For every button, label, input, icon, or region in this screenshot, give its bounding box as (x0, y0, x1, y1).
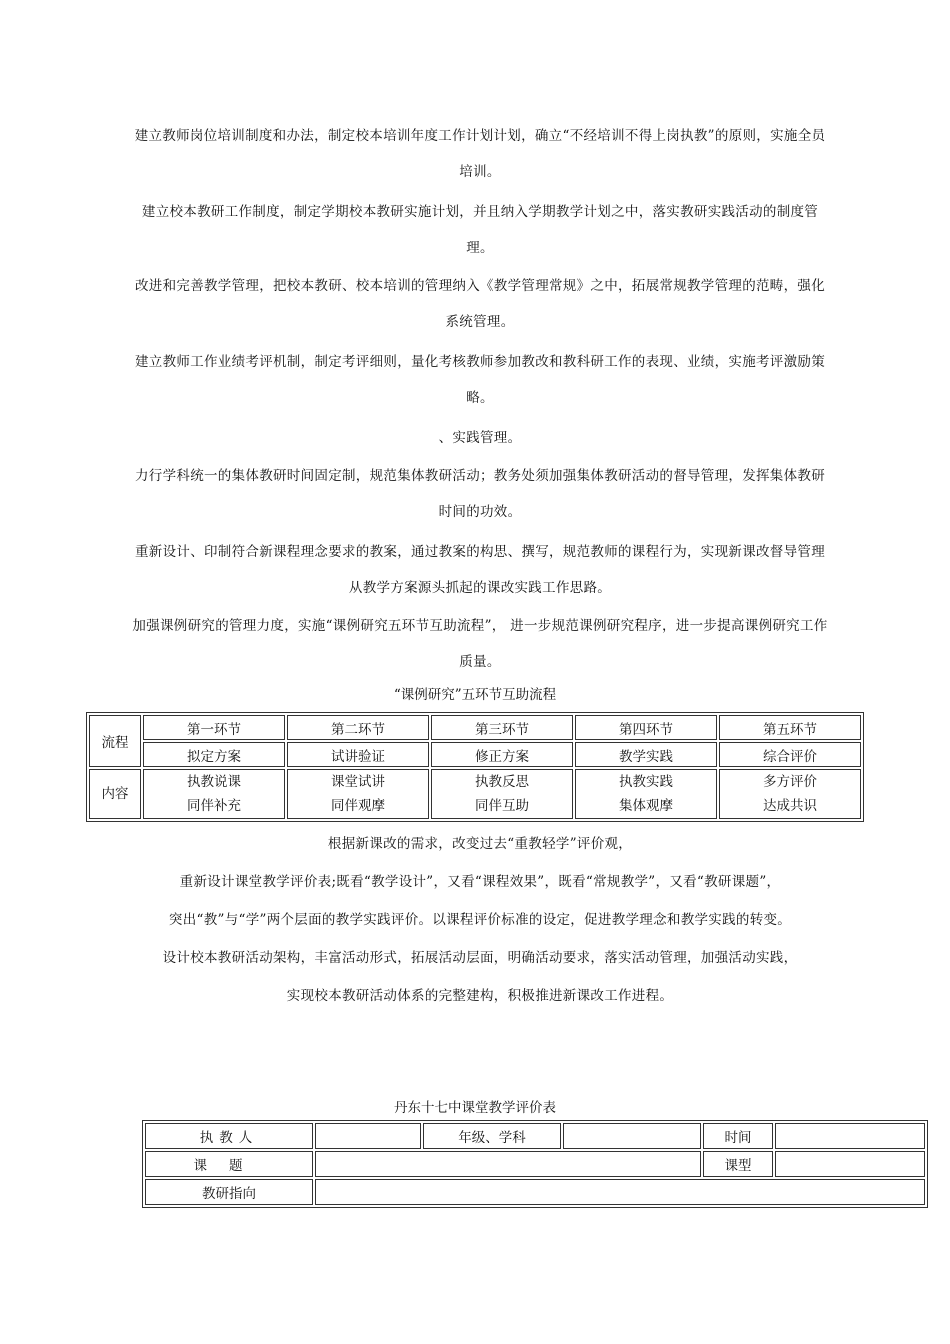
flow-action-row (89, 742, 861, 767)
eval-row-topic (145, 1151, 925, 1177)
flow-action-1: 拟定方案 (143, 742, 285, 767)
content-cell-5 (719, 769, 861, 819)
paragraph-evaluation-form: 重新设计课堂教学评价表;既看“教学设计”，又看“课程效果”，既看“常规教学”，又看“教研课题”， (179, 874, 781, 890)
content-line: 执教说课 (187, 774, 241, 790)
lesson-type-value[interactable] (775, 1151, 925, 1177)
classroom-evaluation-table (142, 1120, 928, 1208)
content-cell-3 (431, 769, 573, 819)
flow-content-row (89, 769, 861, 819)
content-line: 多方评价 (763, 774, 817, 790)
paragraph-activity-framework: 设计校本教研活动架构，丰富活动形式，拓展活动层面，明确活动要求，落实活动管理，加强活动实践， (162, 950, 798, 966)
content-line: 同伴观摩 (331, 798, 385, 814)
paragraph-school-research-system: 建立校本教研工作制度，制定学期校本教研实施计划，并且纳入学期教学计划之中，落实教研实践活动的制度管理。 (141, 204, 819, 256)
grade-subject-value[interactable] (563, 1123, 701, 1149)
flow-stage-2: 第二环节 (287, 715, 429, 740)
paragraph-collective-research: 力行学科统一的集体教研时间固定制，规范集体教研活动；教务处须加强集体教研活动的督导管理，发挥集体教研时间的功效。 (135, 468, 825, 520)
paragraph-teaching-management: 改进和完善教学管理，把校本教研、校本培训的管理纳入《教学管理常规》之中，拓展常规教学管理的范畴，强化系统管理。 (135, 278, 825, 330)
direction-label: 教研指向 (145, 1179, 313, 1205)
flow-stage-3: 第三环节 (431, 715, 573, 740)
flow-row-label: 流程 (89, 715, 141, 767)
lesson-study-flow-table (86, 712, 864, 822)
flow-action-5: 综合评价 (719, 742, 861, 767)
teacher-label: 执教人 (145, 1123, 313, 1149)
eval-table-caption: 丹东十七中课堂教学评价表 (394, 1100, 556, 1116)
paragraph-performance-evaluation: 建立教师工作业绩考评机制，制定考评细则，量化考核教师参加教改和教科研工作的表现、业绩，实施考评激励策略。 (135, 354, 825, 406)
paragraph-lesson-study: 加强课例研究的管理力度，实施“课例研究五环节互助流程”， 进一步规范课例研究程序，进一步提高课例研究工作质量。 (132, 618, 828, 670)
content-cell-1 (143, 769, 285, 819)
flow-action-3: 修正方案 (431, 742, 573, 767)
time-value[interactable] (775, 1123, 925, 1149)
topic-label: 课题 (145, 1151, 313, 1177)
content-row-label: 内容 (89, 769, 141, 819)
topic-value[interactable] (315, 1151, 701, 1177)
paragraph-evaluation-view: 根据新课改的需求，改变过去“重教轻学”评价观， (327, 836, 633, 852)
content-line: 达成共识 (763, 798, 817, 814)
paragraph-lesson-plan-design: 重新设计、印制符合新课程理念要求的教案，通过教案的构思、撰写，规范教师的课程行为，实现新课改督导管理从教学方案源头抓起的课改实践工作思路。 (135, 544, 825, 596)
flow-stage-row (89, 715, 861, 740)
flow-stage-5: 第五环节 (719, 715, 861, 740)
eval-row-direction (145, 1179, 925, 1205)
content-cell-4 (575, 769, 717, 819)
content-line: 执教实践 (619, 774, 673, 790)
flow-table-caption: “课例研究”五环节互助流程 (393, 687, 557, 703)
content-line: 集体观摩 (619, 798, 673, 814)
flow-action-2: 试讲验证 (287, 742, 429, 767)
flow-stage-4: 第四环节 (575, 715, 717, 740)
eval-row-teacher (145, 1123, 925, 1149)
time-label: 时间 (703, 1123, 773, 1149)
flow-stage-1: 第一环节 (143, 715, 285, 740)
lesson-type-label: 课型 (703, 1151, 773, 1177)
content-line: 执教反思 (475, 774, 529, 790)
content-line: 课堂试讲 (331, 774, 385, 790)
content-line: 同伴互助 (475, 798, 529, 814)
paragraph-activity-system: 实现校本教研活动体系的完整建构，积极推进新课改工作进程。 (286, 988, 674, 1004)
content-cell-2 (287, 769, 429, 819)
section-heading-practice-management: 、实践管理。 (438, 430, 522, 446)
direction-value[interactable] (315, 1179, 925, 1205)
teacher-value[interactable] (315, 1123, 421, 1149)
paragraph-evaluation-practice: 突出“教”与“学”两个层面的教学实践评价。以课程评价标准的设定，促进教学理念和教学实践的转变。 (168, 912, 792, 928)
grade-subject-label: 年级、学科 (423, 1123, 561, 1149)
flow-action-4: 教学实践 (575, 742, 717, 767)
paragraph-teacher-training: 建立教师岗位培训制度和办法，制定校本培训年度工作计划计划，确立“不经培训不得上岗执教”的原则，实施全员培训。 (134, 128, 826, 180)
content-line: 同伴补充 (187, 798, 241, 814)
